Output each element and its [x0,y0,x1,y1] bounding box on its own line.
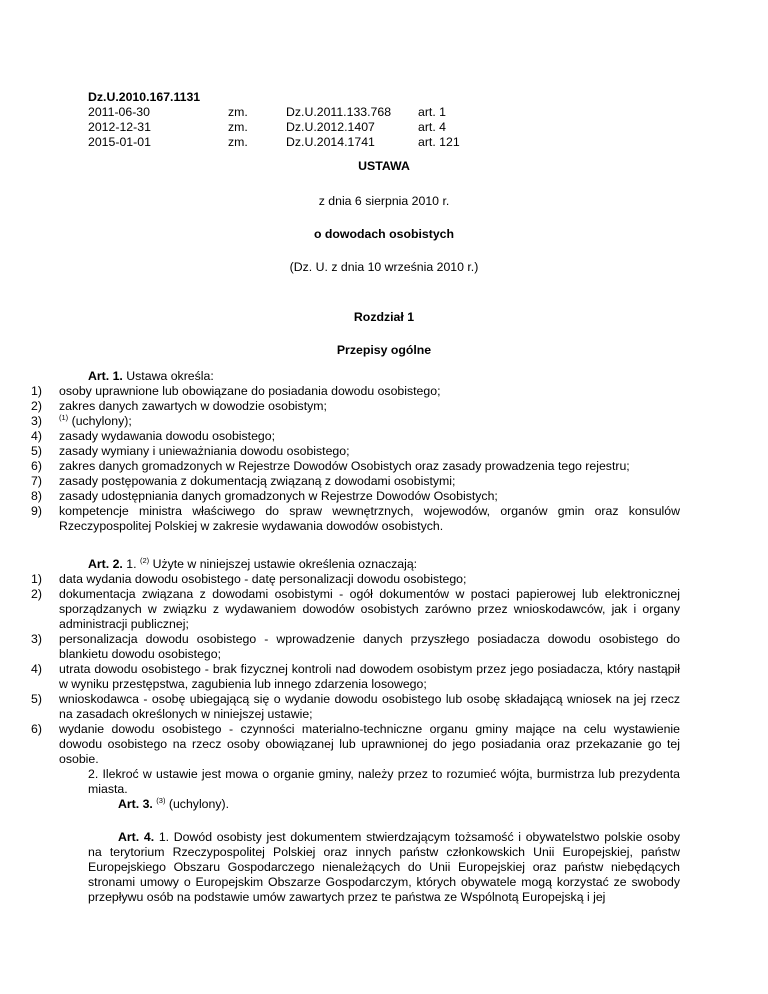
amendment-art: art. 1 [418,105,447,119]
amendment-date: 2015-01-01 [88,135,151,149]
item-number: 8) [31,489,42,503]
list-item [31,414,680,429]
item-text: zasady wydawania dowodu osobistego; [59,429,276,443]
item-number: 4) [31,429,42,443]
item-number: 5) [31,692,42,706]
amendment-art: art. 121 [418,135,460,149]
amendment-ref: Dz.U.2012.1407 [286,120,375,134]
journal-reference: Dz.U.2010.167.1131 [88,90,201,104]
amendment-kind: zm. [228,105,248,119]
list-item [31,632,680,662]
amendment-row [88,135,708,150]
act-date: z dnia 6 sierpnia 2010 r. [318,194,450,208]
article-4-text [88,830,680,905]
article-label: Art. 4. [118,830,155,844]
item-number: 9) [31,504,42,518]
amendment-row [88,105,708,120]
list-item [31,474,680,489]
article-2 [31,557,680,797]
item-number: 2) [31,587,42,601]
article-1 [31,369,680,534]
article-label: Art. 3. [118,797,153,811]
item-number: 6) [31,459,42,473]
amendment-date: 2012-12-31 [88,120,151,134]
footnote-ref: (2) [139,556,150,565]
item-text: zasady udostępniania danych gromadzonych w Rejestrze Dowodów Osobistych; [59,489,498,503]
list-item [31,399,680,414]
item-text: zakres danych gromadzonych w Rejestrze Dowodów Osobistych oraz zasady prowadzenia tego rejestru; [59,459,630,473]
article-1-intro [31,369,680,384]
footnote-ref: (1) [59,413,69,422]
article-label: Art. 1. [88,369,123,383]
paragraph-number: 1. [126,557,137,571]
list-item [31,444,680,459]
item-number: 3) [31,414,42,428]
item-text: zasady wymiany i unieważniania dowodu osobistego; [59,444,350,458]
amendment-row [88,120,708,135]
item-number: 1) [31,572,42,586]
list-item [31,384,680,399]
article-3 [88,797,680,812]
act-type: USTAWA [358,159,410,173]
article-intro-text: Ustawa określa: [126,369,214,383]
amendment-art: art. 4 [418,120,447,134]
item-text: osoby uprawnione lub obowiązane do posiadania dowodu osobistego; [59,384,441,398]
amendment-kind: zm. [228,120,248,134]
item-number: 7) [31,474,42,488]
item-text: dokumentacja związana z dowodami osobistymi - ogół dokumentów w postaci papierowej lub elektronicznej sporządzanych w związku z wydawaniem dowodów osobistych zarówno przez wnioskodawców, jak i organy administracji publicznej; [59,587,680,631]
item-text: zakres danych zawartych w dowodzie osobistym; [59,399,327,413]
list-item [31,722,680,767]
article-4 [88,830,680,905]
item-text: personalizacja dowodu osobistego - wprowadzenie danych przyszłego posiadacza dowodu osobistego do blankietu dowodu osobistego; [59,632,680,661]
article-label: Art. 2. [88,557,123,571]
list-item [31,692,680,722]
article-body: (uchylony). [168,797,230,811]
chapter-title: Przepisy ogólne [336,343,432,357]
item-text: kompetencje ministra właściwego do spraw wewnętrznych, wojewodów, organów gmin oraz konsulów Rzeczypospolitej Polskiej w zakresie wydawania dowodów osobistych. [59,504,680,533]
amendment-header [88,90,708,150]
item-number: 5) [31,444,42,458]
footnote-ref: (3) [156,796,166,805]
article-2-intro [31,557,680,572]
article-2-paragraph-2: 2. Ilekroć w ustawie jest mowa o organie gminy, należy przez to rozumieć wójta, burmistrza lub prezydenta miasta. [88,767,680,796]
list-item [31,459,680,474]
amendment-kind: zm. [228,135,248,149]
item-number: 3) [31,632,42,646]
item-text: wydanie dowodu osobistego - czynności materialno-techniczne organu gminy mające na celu wystawienie dowodu osobistego na rzecz osoby obowiązanej lub uprawnionej do jego posiadania oraz przekazanie go tej osobie. [59,722,680,766]
amendment-date: 2011-06-30 [88,105,150,119]
chapter-label: Rozdział 1 [353,310,415,324]
list-item [31,429,680,444]
article-body: 1. Dowód osobisty jest dokumentem stwierdzającym tożsamość i obywatelstwo polskie osoby na terytorium Rzeczypospolitej Polskiej oraz innych państw członkowskich Unii Europejskiej, państw Europejskiego Obszaru Gospodarczego nienależących do Unii Europejskiej oraz państw niebędących stronami umowy o Europejskim Obszarze Gospodarczym, których obywatele mogą korzystać ze swobody przepływu osób na podstawie umów zawartych przez te państwa ze Wspólnotą Europejską i jej [88,830,680,904]
item-number: 6) [31,722,42,736]
item-number: 4) [31,662,42,676]
list-item [31,489,680,504]
article-3-text [88,797,680,812]
list-item [31,662,680,692]
list-item [31,587,680,632]
item-text: utrata dowodu osobistego - brak fizycznej kontroli nad dowodem osobistym przez jego posiadacza, który nastąpił w wyniku przestępstwa, zagubienia lub innego zdarzenia losowego; [59,662,680,691]
list-item [31,572,680,587]
item-text: (uchylony); [71,414,132,428]
item-number: 1) [31,384,42,398]
article-intro-text: Użyte w niniejszej ustawie określenia oznaczają: [152,557,418,571]
amendment-ref: Dz.U.2014.1741 [286,135,375,149]
item-text: zasady postępowania z dokumentacją związaną z dowodami osobistymi; [59,474,456,488]
act-publication: (Dz. U. z dnia 10 września 2010 r.) [289,260,479,274]
list-item [31,504,680,534]
act-name: o dowodach osobistych [313,227,455,241]
item-text: wnioskodawca - osobę ubiegającą się o wydanie dowodu osobistego lub osobę składającą wniosek na jej rzecz na zasadach określonych w niniejszej ustawie; [59,692,680,721]
amendment-ref: Dz.U.2011.133.768 [286,105,392,119]
item-number: 2) [31,399,42,413]
item-text: data wydania dowodu osobistego - datę personalizacji dowodu osobistego; [59,572,467,586]
